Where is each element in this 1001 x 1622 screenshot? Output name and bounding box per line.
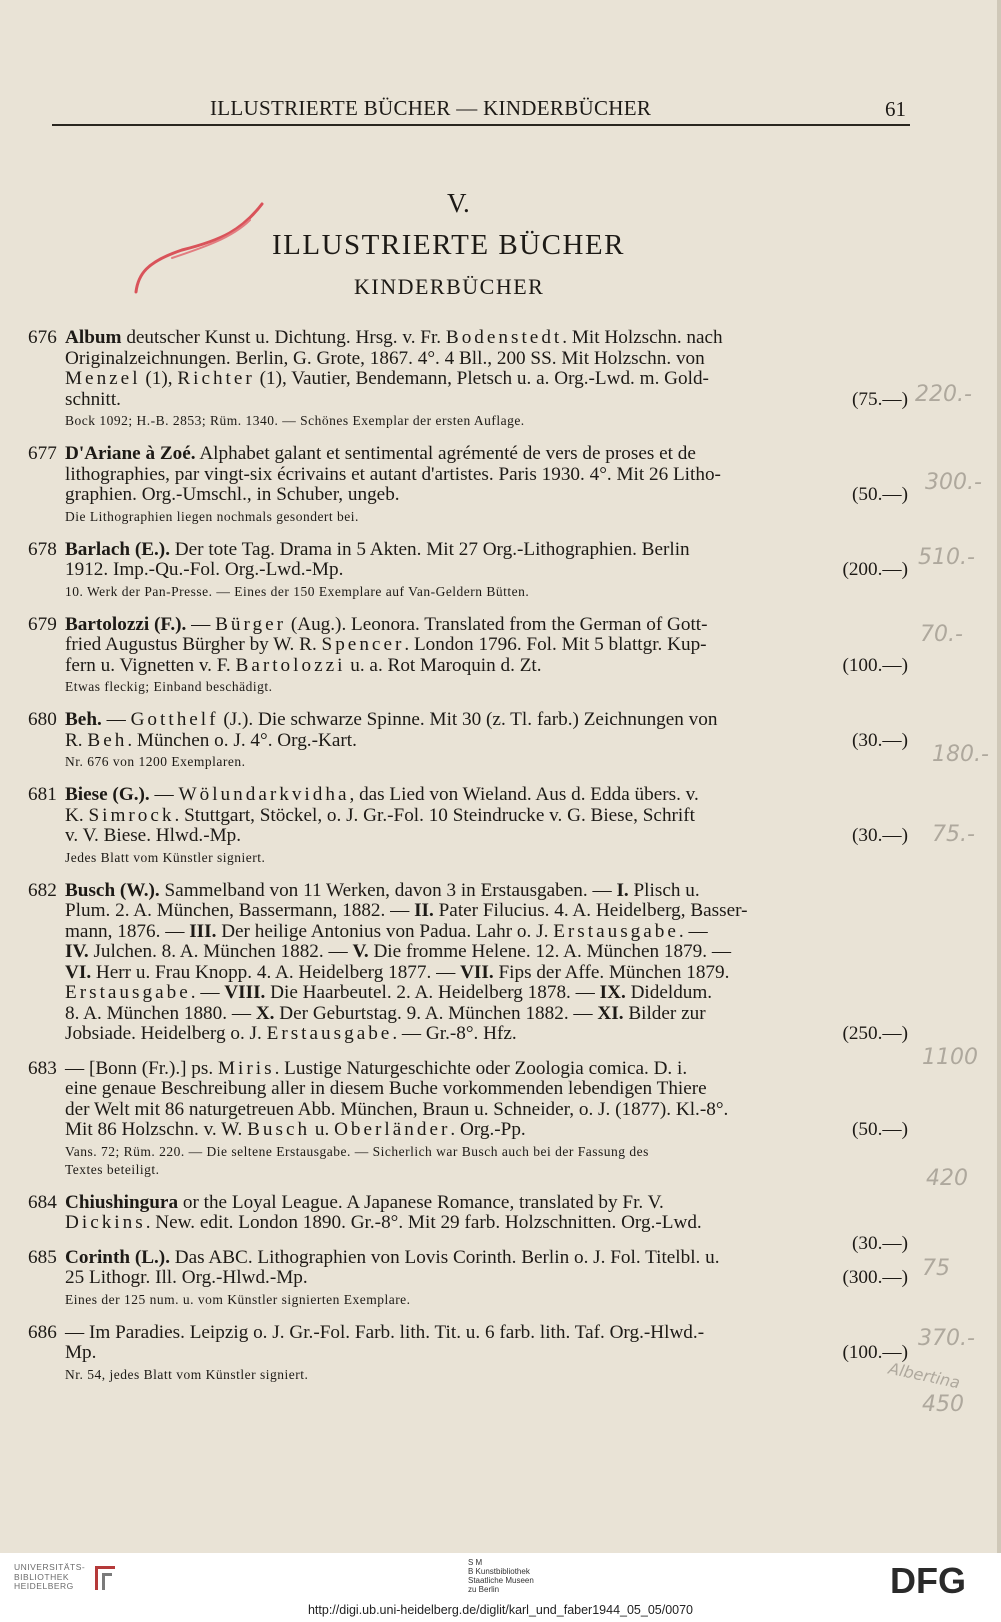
entry-heading: VIII. [224, 982, 266, 1003]
entry-text: . New. edit. London 1890. Gr.-8°. Mit 29 farb. Holzschnitten. Org.-Lwd. [145, 1212, 702, 1233]
pencil-annotation: 180.- [932, 742, 989, 767]
section-subtitle: KINDERBÜCHER [354, 274, 545, 299]
entry-text: — [186, 613, 216, 635]
catalog-entry [28, 881, 908, 1045]
catalog-entry [28, 1059, 908, 1179]
lot-number: 676 [28, 327, 57, 348]
entry-line [28, 881, 908, 902]
lot-price: (30.—) [852, 825, 908, 846]
entry-text: Pater Filucius. 4. A. Heidelberg, Basser- [433, 900, 748, 921]
lot-number: 679 [28, 613, 57, 635]
lot-number: 680 [28, 709, 57, 730]
entry-line [28, 485, 908, 506]
entry-text: (Aug.). Leonora. Translated from the German of Gott- [286, 613, 708, 635]
entry-text: 8. A. München 1880. — [65, 1002, 256, 1024]
entry-text: Mp. [65, 1342, 97, 1363]
lot-price: (100.—) [842, 1342, 908, 1363]
entry-line [28, 656, 908, 677]
entry-text: fried Augustus Bürgher by W. R. [65, 634, 322, 655]
pencil-annotation: 70.- [920, 622, 963, 647]
dfg-logo: DFG [890, 1560, 966, 1601]
spaced-name: Beh [87, 729, 128, 751]
entry-heading: VI. [65, 961, 92, 983]
entry-line [28, 963, 908, 984]
entry-text: Dideldum. [625, 982, 713, 1003]
entry-text: Der tote Tag. Drama in 5 Akten. Mit 27 Org.-Lithographien. Berlin [170, 538, 690, 560]
university-line-1: UNIVERSITÄTS- [14, 1562, 86, 1572]
entry-text: schnitt. [65, 388, 121, 410]
entry-note: Jedes Blatt vom Künstler signiert. [65, 849, 266, 865]
lot-price: (30.—) [852, 729, 908, 751]
entry-text: eine genaue Beschreibung aller in diesem Buche vorkommenden lebendigen Thiere [65, 1078, 707, 1099]
entry-heading: I. [616, 879, 629, 901]
entry-text: R. [65, 729, 88, 751]
spaced-name: Dickins [65, 1212, 146, 1233]
entry-line [28, 1024, 908, 1045]
entry-text: . — [678, 920, 708, 942]
pencil-annotation: 370.- [918, 1326, 975, 1351]
entry-line [28, 1004, 908, 1025]
spaced-name: Busch [247, 1119, 311, 1140]
entry-line [28, 1120, 908, 1141]
entry-text: . London 1796. Fol. Mit 5 blattgr. Kup- [404, 634, 707, 655]
entry-line [28, 922, 908, 943]
pencil-annotation: Albertina [886, 1358, 962, 1393]
spaced-name: Bodenstedt [445, 327, 563, 348]
entry-text: 1912. Imp.-Qu.-Fol. Org.-Lwd.-Mp. [65, 559, 344, 580]
entry-text: Herr u. Frau Knopp. 4. A. Heidelberg 1877. — [91, 961, 461, 983]
entry-line [28, 806, 908, 827]
university-crest-icon [92, 1563, 118, 1593]
lot-number: 685 [28, 1246, 57, 1268]
entry-text: . Org.-Pp. [450, 1119, 526, 1140]
entry-note: Die Lithographien liegen nochmals gesondert bei. [65, 508, 359, 524]
smb-line-3: Staatliche Museen [468, 1576, 534, 1585]
pencil-annotation: 75 [922, 1256, 950, 1281]
footer [0, 1553, 1001, 1622]
entry-text: (1), [140, 368, 178, 389]
entry-line [28, 1100, 908, 1121]
lot-price: (300.—) [842, 1267, 908, 1288]
pencil-annotation: 220.- [915, 382, 972, 407]
spaced-name: Simrock [88, 804, 175, 826]
entry-heading: Album [65, 327, 122, 348]
catalog-entry [28, 785, 908, 867]
entry-heading: V. [352, 941, 369, 962]
entry-heading: III. [189, 920, 217, 942]
page-edge [997, 0, 1001, 1553]
spaced-name: Oberländer [334, 1119, 451, 1140]
entry-line [28, 540, 908, 561]
entry-text: — Im Paradies. Leipzig o. J. Gr.-Fol. Farb. lith. Tit. u. 6 farb. lith. Taf. Org.-Hlwd.- [65, 1321, 705, 1343]
catalog-entry [28, 1191, 908, 1254]
entry-text: — [149, 784, 179, 805]
pencil-annotation: 510.- [918, 545, 975, 570]
entry-note: Vans. 72; Rüm. 220. — Die seltene Erstausgabe. — Sicherlich war Busch auch bei der Fassung des [65, 1143, 649, 1159]
university-line-3: HEIDELBERG [14, 1581, 74, 1591]
entry-text: 25 Lithogr. Ill. Org.-Hlwd.-Mp. [65, 1267, 308, 1288]
spaced-name: Erstausgabe [65, 982, 191, 1003]
entry-line [28, 444, 908, 465]
entry-heading: X. [255, 1002, 275, 1024]
smb-line-2: B Kunstbibliothek [468, 1567, 530, 1576]
spaced-name: Erstausgabe [553, 920, 679, 942]
catalog-entry [28, 540, 908, 601]
entry-line [28, 615, 908, 636]
entry-line [28, 826, 908, 847]
entry-text: Fips der Affe. München 1879. [493, 961, 730, 983]
lot-number: 686 [28, 1321, 57, 1343]
lot-number: 683 [28, 1057, 57, 1079]
entry-line [28, 785, 908, 806]
entry-text: Plum. 2. A. München, Bassermann, 1882. — [65, 900, 415, 921]
entry-line [28, 1059, 908, 1080]
catalog-entry [28, 444, 908, 526]
entry-note: Nr. 676 von 1200 Exemplaren. [65, 754, 246, 769]
entry-text: . Lustige Naturgeschichte oder Zoologia comica. D. i. [274, 1057, 688, 1079]
entry-line [28, 1268, 908, 1289]
entry-heading: II. [414, 900, 434, 921]
catalog-entries [28, 328, 908, 1398]
entry-line [28, 328, 908, 349]
entry-text: Das ABC. Lithographien von Lovis Corinth. Berlin o. J. Fol. Titelbl. u. [170, 1246, 720, 1268]
entry-text: Bilder zur [623, 1002, 706, 1024]
entry-note: Bock 1092; H.-B. 2853; Rüm. 1340. — Schönes Exemplar der ersten Auflage. [65, 413, 525, 428]
lot-price: (100.—) [842, 654, 908, 676]
entry-line [28, 731, 908, 752]
entry-heading: IX. [599, 982, 626, 1003]
entry-text: or the Loyal League. A Japanese Romance, translated by Fr. V. [178, 1191, 664, 1213]
entry-text: graphien. Org.-Umschl., in Schuber, ungeb. [65, 484, 400, 505]
entry-text: . Stuttgart, Stöckel, o. J. Gr.-Fol. 10 Steindrucke v. G. Biese, Schrift [174, 804, 695, 826]
entry-line [28, 1079, 908, 1100]
entry-line [28, 465, 908, 486]
entry-note: Nr. 54, jedes Blatt vom Künstler signiert. [65, 1366, 309, 1382]
entry-text: , das Lied von Wieland. Aus d. Edda übers. v. [349, 784, 699, 805]
entry-line [28, 560, 908, 581]
pencil-annotation: 1100 [922, 1045, 978, 1070]
lot-price: (30.—) [852, 1232, 908, 1254]
entry-heading: Beh. [65, 709, 102, 730]
entry-text: (J.). Die schwarze Spinne. Mit 30 (z. Tl. farb.) Zeichnungen von [218, 709, 718, 730]
entry-text: Julchen. 8. A. München 1882. — [88, 941, 353, 962]
entry-text: fern u. Vignetten v. F. [65, 654, 236, 676]
entry-text: Sammelband von 11 Werken, davon 3 in Erstausgaben. — [159, 879, 617, 901]
spaced-name: Wölundarkvidha [178, 784, 350, 805]
lot-number: 682 [28, 879, 57, 901]
entry-text: . Mit Holzschn. nach [562, 327, 723, 348]
entry-text: Originalzeichnungen. Berlin, G. Grote, 1867. 4°. 4 Bll., 200 SS. Mit Holzschn. von [65, 347, 705, 369]
entry-heading: XI. [597, 1002, 624, 1024]
entry-heading: IV. [65, 941, 89, 962]
entry-text: Der heilige Antonius von Padua. Lahr o. J. [216, 920, 554, 942]
spaced-name: Menzel [65, 368, 141, 389]
university-line-2: BIBLIOTHEK [14, 1571, 70, 1582]
source-url[interactable]: http://digi.ub.uni-heidelberg.de/diglit/karl_und_faber1944_05_05/0070 [307, 1603, 694, 1617]
entry-note: Etwas fleckig; Einband beschädigt. [65, 679, 273, 694]
entry-text: K. [65, 804, 89, 826]
smb-logo [468, 1558, 534, 1594]
entry-heading: Chiushingura [65, 1191, 179, 1213]
entry-heading: D'Ariane à Zoé. [65, 443, 196, 464]
catalog-entry [28, 1248, 908, 1309]
entry-line [28, 710, 908, 731]
entry-text: mann, 1876. — [65, 920, 190, 942]
entry-text: lithographies, par vingt-six écrivains et autant d'artistes. Paris 1930. 4°. Mit 26 Litho- [65, 463, 721, 485]
entry-text: — [101, 709, 131, 730]
section-title: ILLUSTRIERTE BÜCHER [272, 229, 625, 261]
lot-price: (50.—) [852, 484, 908, 505]
entry-text: u. [310, 1119, 335, 1140]
spaced-name: Richter [177, 368, 255, 389]
lot-number: 677 [28, 443, 57, 464]
entry-note: 10. Werk der Pan-Presse. — Eines der 150 Exemplare auf Van-Geldern Bütten. [65, 583, 530, 599]
entry-line [28, 1343, 908, 1364]
entry-text: — [Bonn (Fr.).] ps. [65, 1057, 218, 1079]
spaced-name: Erstausgabe [266, 1023, 393, 1044]
entry-line [28, 635, 908, 656]
entry-text: deutscher Kunst u. Dichtung. Hrsg. v. Fr. [121, 327, 446, 348]
lot-price: (50.—) [852, 1119, 908, 1140]
header-rule [52, 124, 910, 126]
entry-line [28, 1193, 908, 1214]
spaced-name: Bürger [215, 613, 287, 635]
spaced-name: Gotthelf [130, 709, 219, 730]
entry-line [28, 1248, 908, 1269]
lot-number: 684 [28, 1191, 57, 1213]
entry-heading: VII. [460, 961, 494, 983]
red-pencil-mark [132, 200, 272, 300]
entry-text: . — [190, 982, 225, 1003]
catalog-entry [28, 1323, 908, 1384]
entry-note: Eines der 125 num. u. vom Künstler signierten Exemplare. [65, 1291, 411, 1307]
entry-heading: Bartolozzi (F.). [65, 613, 187, 635]
entry-text: Jobsiade. Heidelberg o. J. [65, 1023, 267, 1044]
pencil-annotation: 75.- [932, 822, 975, 847]
lot-price: (75.—) [852, 388, 908, 410]
entry-text: Die fromme Helene. 12. A. München 1879. — [368, 941, 732, 962]
entry-text: u. a. Rot Maroquin d. Zt. [345, 654, 542, 676]
entry-heading: Biese (G.). [65, 784, 150, 805]
pencil-annotation: 300.- [925, 470, 982, 495]
entry-heading: Barlach (E.). [65, 538, 170, 560]
entry-line [28, 983, 908, 1004]
running-head: ILLUSTRIERTE BÜCHER — KINDERBÜCHER [210, 96, 652, 120]
section-number: V. [447, 188, 470, 218]
catalog-entry [28, 328, 908, 430]
entry-text: Plisch u. [628, 879, 700, 901]
page-number: 61 [885, 97, 906, 121]
catalog-entry [28, 710, 908, 771]
lot-number: 681 [28, 784, 57, 805]
entry-heading: Corinth (L.). [65, 1246, 170, 1268]
entry-line [28, 1323, 908, 1344]
entry-text: (1), Vautier, Bendemann, Pletsch u. a. Org.-Lwd. m. Gold- [254, 368, 709, 389]
entry-text: der Welt mit 86 naturgetreuen Abb. München, Braun u. Schneider, o. J. (1877). Kl.-8°. [65, 1098, 729, 1120]
smb-line-1: S M [468, 1558, 483, 1567]
smb-line-4: zu Berlin [468, 1585, 500, 1594]
entry-line [28, 942, 908, 963]
entry-text: Die Haarbeutel. 2. A. Heidelberg 1878. — [265, 982, 600, 1003]
entry-heading: Busch (W.). [65, 879, 160, 901]
spaced-name: Spencer [321, 634, 405, 655]
entry-line [28, 901, 908, 922]
lot-price: (200.—) [842, 559, 908, 580]
entry-text: Der Geburtstag. 9. A. München 1882. — [274, 1002, 598, 1024]
pencil-annotation: 420 [926, 1166, 968, 1191]
lot-number: 678 [28, 538, 57, 560]
entry-line [28, 369, 908, 390]
entry-line [28, 349, 908, 370]
entry-line [28, 1213, 908, 1234]
entry-line [28, 390, 908, 411]
catalog-entry [28, 615, 908, 697]
entry-text: . München o. J. 4°. Org.-Kart. [127, 729, 357, 751]
entry-note: Textes beteiligt. [65, 1161, 160, 1177]
spaced-name: Bartolozzi [235, 654, 346, 676]
entry-text: v. V. Biese. Hlwd.-Mp. [65, 825, 242, 846]
lot-price: (250.—) [842, 1023, 908, 1044]
entry-text: . — Gr.-8°. Hfz. [392, 1023, 517, 1044]
spaced-name: Miris [217, 1057, 275, 1079]
pencil-annotation: 450 [922, 1392, 964, 1417]
university-library-logo [14, 1563, 85, 1592]
entry-text: Alphabet galant et sentimental agrémenté de vers de proses et de [195, 443, 696, 464]
entry-text: Mit 86 Holzschn. v. W. [65, 1119, 248, 1140]
